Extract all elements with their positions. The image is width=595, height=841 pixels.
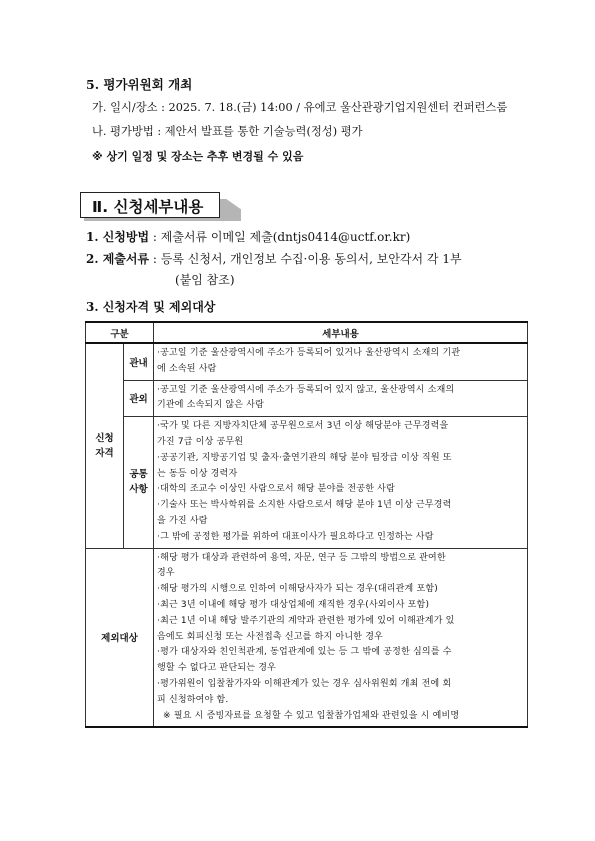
table-row bbox=[86, 417, 528, 548]
row-content-exclusion bbox=[154, 548, 528, 727]
content-line: 경우 bbox=[157, 568, 175, 579]
content-line: 피 신청하여야 함. bbox=[157, 694, 229, 705]
table-row bbox=[86, 380, 528, 417]
apply-method-label: 1. 신청방법 bbox=[86, 230, 150, 244]
group-label-eligibility: 신청 자격 bbox=[86, 343, 124, 548]
content-line: ·그 밖에 공정한 평가를 위하여 대표이사가 필요하다고 인정하는 사람 bbox=[157, 531, 434, 542]
documents-text: : 등록 신청서, 개인정보 수집·이용 동의서, 보안각서 각 1부 bbox=[149, 252, 462, 266]
content-line: 에 소속된 사람 bbox=[157, 363, 217, 374]
content-line: 행할 수 없다고 판단되는 경우 bbox=[157, 663, 276, 674]
section2-title: Ⅱ. 신청세부내용 bbox=[92, 198, 204, 216]
table-row bbox=[86, 548, 528, 727]
section5-note: ※ 상기 일정 및 장소는 추후 변경될 수 있음 bbox=[92, 150, 304, 163]
apply-method-item bbox=[86, 228, 410, 245]
section5-title: 5. 평가위원회 개최 bbox=[86, 77, 193, 92]
content-line: 가진 7급 이상 공무원 bbox=[157, 436, 244, 447]
content-line: ·해당 평가의 시행으로 인하여 이해당사자가 되는 경우(대리관계 포함) bbox=[157, 584, 438, 595]
header-details: 세부내용 bbox=[154, 322, 528, 343]
section5-schedule: 가. 일시/장소 : 2025. 7. 18.(금) 14:00 / 유에코 울산관광기업지원센터 컨퍼런스룸 bbox=[92, 101, 508, 114]
apply-method-text: : 제출서류 이메일 제출(dntjs0414@uctf.or.kr) bbox=[149, 230, 411, 244]
table-header-row bbox=[86, 322, 528, 343]
row-label-exclusion: 제외대상 bbox=[86, 548, 154, 727]
documents-continuation: (붙임 참조) bbox=[175, 273, 235, 287]
documents-item bbox=[86, 250, 462, 267]
row-label-outside: 관외 bbox=[124, 380, 154, 417]
content-line: 기관에 소속되지 않은 사람 bbox=[157, 400, 265, 411]
content-line: ·최근 1년 이내 해당 발주기관의 계약과 관련한 평가에 있어 이해관계가 있 bbox=[157, 615, 455, 626]
eligibility-table bbox=[85, 321, 528, 728]
eligibility-heading bbox=[86, 298, 215, 315]
row-content-outside bbox=[154, 380, 528, 417]
row-content-common bbox=[154, 417, 528, 548]
content-line: ·국가 및 다른 지방자치단체 공무원으로서 3년 이상 해당분야 근무경력을 bbox=[157, 421, 449, 432]
content-line: ·평가 대상자와 친인척관계, 동업관계에 있는 등 그 밖에 공정한 심의를 수 bbox=[157, 647, 452, 658]
section5-method: 나. 평가방법 : 제안서 발표를 통한 기술능력(정성) 평가 bbox=[92, 125, 363, 138]
documents-label: 2. 제출서류 bbox=[86, 252, 150, 266]
content-line: 음에도 회피신청 또는 사전접촉 신고를 하지 아니한 경우 bbox=[157, 631, 384, 642]
row-content-local bbox=[154, 343, 528, 380]
content-line: ·공고일 기준 울산광역시에 주소가 등록되어 있거나 울산광역시 소재의 기관 bbox=[157, 348, 461, 358]
content-note-line: ※ 필요 시 증빙자료를 요청할 수 있고 입찰참가업체와 관련있을 시 예비명 bbox=[163, 710, 460, 721]
content-line: 는 동등 이상 경력자 bbox=[157, 468, 238, 479]
header-category: 구분 bbox=[86, 322, 154, 343]
section-title-shadow-notch bbox=[222, 196, 242, 210]
content-line: ·대학의 조교수 이상인 사람으로서 해당 분야를 전공한 사람 bbox=[157, 484, 395, 495]
row-label-local: 관내 bbox=[124, 343, 154, 380]
content-line: ·해당 평가 대상과 관련하여 용역, 자문, 연구 등 그밖의 방법으로 관여한 bbox=[157, 552, 446, 563]
content-line: ·공공기관, 지방공기업 및 출자·출연기관의 해당 분야 팀장급 이상 직원 또 bbox=[157, 452, 452, 463]
content-line: ·공고일 기준 울산광역시에 주소가 등록되어 있지 않고, 울산광역시 소재의 bbox=[157, 384, 455, 395]
content-line: ·최근 3년 이내에 해당 평가 대상업체에 재직한 경우(사외이사 포함) bbox=[157, 599, 430, 610]
eligibility-label: 3. 신청자격 및 제외대상 bbox=[86, 300, 216, 314]
content-line: ·평가위원이 입찰참가자와 이해관계가 있는 경우 심사위원회 개최 전에 회 bbox=[157, 678, 452, 689]
content-line: ·기술사 또는 박사학위를 소지한 사람으로서 해당 분야 1년 이상 근무경력 bbox=[157, 500, 452, 511]
content-line: 을 가진 사람 bbox=[157, 515, 208, 526]
row-label-common: 공통 사항 bbox=[124, 417, 154, 548]
table-row bbox=[86, 343, 528, 380]
